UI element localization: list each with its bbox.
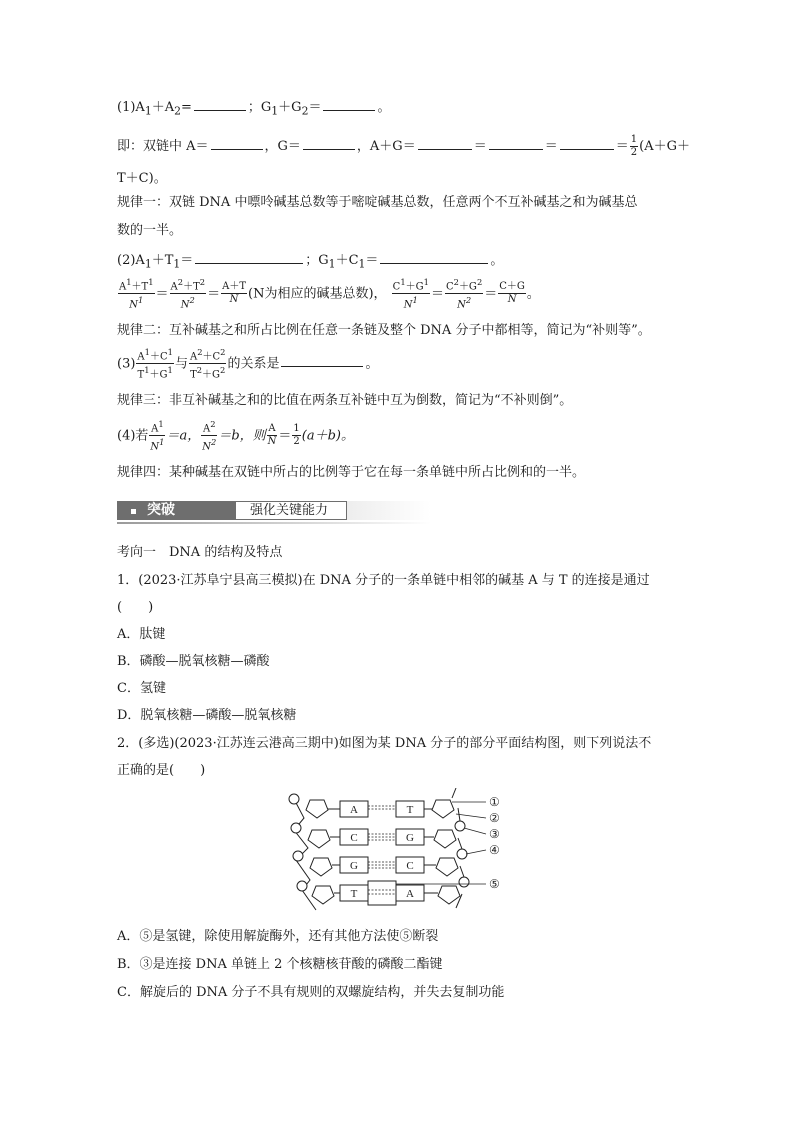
text: ，A＋G＝ (356, 139, 416, 154)
deoxyribose-icon (310, 858, 332, 876)
base-label: C (406, 860, 414, 872)
text: 与 (174, 356, 188, 372)
deoxyribose-icon (434, 830, 456, 848)
phosphate-icon (455, 821, 465, 831)
text: (2)A (117, 253, 145, 268)
answer-blank[interactable] (281, 353, 363, 367)
label-3: ③ (489, 827, 500, 841)
answer-blank[interactable] (418, 136, 472, 150)
text: 。 (490, 253, 504, 268)
fraction: $\frac{C^2+G^2}{N^2}$ (445, 277, 483, 311)
rule-2: 规律二：互补碱基之和所占比例在任意一条链及整个 DNA 分子中都相等，简记为“补则等”。 (117, 323, 651, 338)
text: 即：双链中 A＝ (117, 139, 209, 154)
text: ＝b，则 (218, 428, 266, 444)
label-5: ⑤ (489, 877, 500, 891)
q1-option-b[interactable]: B．磷酸—脱氧核糖—磷酸 (117, 654, 270, 669)
fraction: $\frac{A^2}{N^2}$ (202, 419, 217, 453)
q1-option-a[interactable]: A．肽键 (117, 627, 166, 642)
question-1: 1．(2023·江苏阜宁县高三模拟)在 DNA 分子的一条单链中相邻的碱基 A 与 T 的连接是通过 (117, 573, 650, 588)
answer-blank[interactable] (303, 136, 355, 150)
base-label: C (350, 832, 358, 844)
formula-line-1: $(1)A_1+A_2=$ ；$G_1+G_2=$ 。 (117, 97, 390, 121)
q2-option-b[interactable]: B．③是连接 DNA 单链上 2 个核糖核苷酸的磷酸二酯键 (117, 957, 443, 972)
phosphate-icon (297, 881, 307, 891)
phosphate-icon (457, 849, 467, 859)
fraction: $\frac{C^1+G^1}{N^1}$ (392, 277, 429, 311)
rule-1-cont: 数的一半。 (117, 223, 183, 238)
base-label: A (350, 804, 358, 816)
text: 。 (526, 286, 540, 302)
deoxyribose-icon (308, 830, 330, 848)
answer-blank[interactable] (195, 250, 303, 264)
deoxyribose-icon (436, 858, 458, 876)
text: (4)若 (117, 428, 149, 444)
text: ；G (305, 253, 329, 268)
section-banner (117, 497, 431, 525)
text: (A＋G＋ (639, 139, 690, 154)
answer-blank[interactable] (380, 250, 488, 264)
fraction: $\frac{A^1+T^1}{N^1}$ (119, 277, 154, 311)
answer-blank[interactable] (211, 136, 263, 150)
formula-line-2: 即：双链中 A＝ ，G＝ ，A＋G＝ ＝ ＝ ＝ $\frac{1}{2}$ (A＋G＋ (117, 134, 690, 158)
deoxyribose-icon (438, 886, 460, 904)
base-label: G (350, 860, 358, 872)
formula-line-5 (117, 346, 379, 382)
q2-option-a[interactable]: A．⑤是氢键，除使用解旋酶外，还有其他方法使⑤断裂 (117, 929, 439, 944)
phosphate-icon (459, 877, 469, 887)
fraction: $\frac{A+T}{N}$ (222, 281, 246, 306)
text: (N为相应的碱基总数)， (248, 286, 387, 302)
dna-structure-diagram (286, 788, 510, 918)
fraction-half: $\frac{1}{2}$ (630, 134, 638, 158)
text: (1)A (117, 100, 145, 115)
answer-blank[interactable] (194, 97, 246, 111)
base-label: G (406, 832, 414, 844)
banner-rule (117, 522, 431, 524)
banner-sub (235, 501, 347, 520)
hydrogen-bond-box (368, 881, 396, 905)
fraction: $\frac{A^2+C^2}{T^2+G^2}$ (189, 347, 226, 381)
text: = (180, 100, 192, 115)
text: (3) (117, 356, 136, 372)
base-label: T (406, 804, 414, 816)
text: 的关系是 (227, 356, 280, 372)
banner-sub-label: 强化关键能力 (250, 503, 329, 518)
text: 。 (377, 100, 391, 115)
formula-line-3: $(2)A_1+T_1=$ ；$G_1+C_1=$ 。 (117, 250, 503, 274)
fraction: $\frac{A^1}{N^1}$ (150, 419, 165, 453)
phosphate-icon (291, 823, 301, 833)
deoxyribose-icon (312, 886, 334, 904)
answer-blank[interactable] (489, 136, 543, 150)
label-2: ② (489, 811, 500, 825)
q1-option-d[interactable]: D．脱氧核糖—磷酸—脱氧核糖 (117, 708, 297, 723)
fraction: $\frac{A}{N}$ (267, 423, 277, 448)
base-label: A (406, 888, 414, 900)
question-1-bracket: ( ) (117, 600, 154, 615)
text: 。 (365, 356, 379, 372)
formula-line-6: (4)若 $\frac{A^1}{N^1}$ ＝a， $\frac{A^2}{N^2}$ ＝b，则 $\frac{A}{N}$ ＝ $\frac{1}{2}$ (a＋b)。 (117, 419, 354, 453)
deoxyribose-icon (306, 800, 328, 818)
text: ＝a， (166, 428, 201, 444)
answer-blank[interactable] (323, 97, 375, 111)
banner-main (117, 501, 235, 520)
question-2-cont: 正确的是( ) (117, 763, 206, 778)
formula-line-2b: T＋C)。 (117, 171, 167, 186)
banner-main-label: 突破 (147, 502, 175, 518)
q1-option-c[interactable]: C．氢键 (117, 681, 166, 696)
phosphate-icon (289, 794, 299, 804)
rule-4: 规律四：某种碱基在双链中所占的比例等于它在每一条单链中所占比例和的一半。 (117, 465, 586, 480)
rule-3: 规律三：非互补碱基之和的比值在两条互补链中互为倒数，简记为“不补则倒”。 (117, 393, 573, 408)
fraction: $\frac{A^2+T^2}{N^2}$ (170, 277, 206, 311)
rule-1: 规律一：双链 DNA 中嘌呤碱基总数等于嘧啶碱基总数，任意两个不互补碱基之和为碱基总 (117, 195, 638, 210)
square-icon (131, 509, 136, 514)
phosphate-icon (293, 851, 303, 861)
label-1: ① (489, 795, 500, 809)
question-2: 2．(多选)(2023·江苏连云港高三期中)如图为某 DNA 分子的部分平面结构图，则下列说法不 (117, 736, 652, 751)
topic-heading: 考向一 DNA 的结构及特点 (117, 545, 283, 560)
fraction: $\frac{A^1+C^1}{T^1+G^1}$ (137, 347, 173, 381)
fraction: $\frac{C+G}{N}$ (499, 281, 525, 306)
text: ＝ (473, 139, 487, 154)
q2-option-c[interactable]: C．解旋后的 DNA 分子不具有规则的双螺旋结构，并失去复制功能 (117, 985, 505, 1000)
answer-blank[interactable] (560, 136, 614, 150)
base-label: T (350, 888, 358, 900)
label-4: ④ (489, 843, 500, 857)
text: ，G＝ (264, 139, 301, 154)
text: ；G (247, 100, 272, 115)
formula-line-4: $\frac{A^1+T^1}{N^1}$ ＝ $\frac{A^2+T^2}{N^2}$ ＝ $\frac{A+T}{N}$ (N为相应的碱基总数)， $\frac{C^1+G^1}{N^1}$ ＝ $\frac{C^2+G^2}{N^2}$ ＝ $\frac{C+G}{N}$ 。 (119, 277, 540, 311)
deoxyribose-icon (432, 800, 454, 818)
fraction-half: $\frac{1}{2}$ (293, 423, 300, 448)
text: (a＋b)。 (301, 428, 354, 444)
